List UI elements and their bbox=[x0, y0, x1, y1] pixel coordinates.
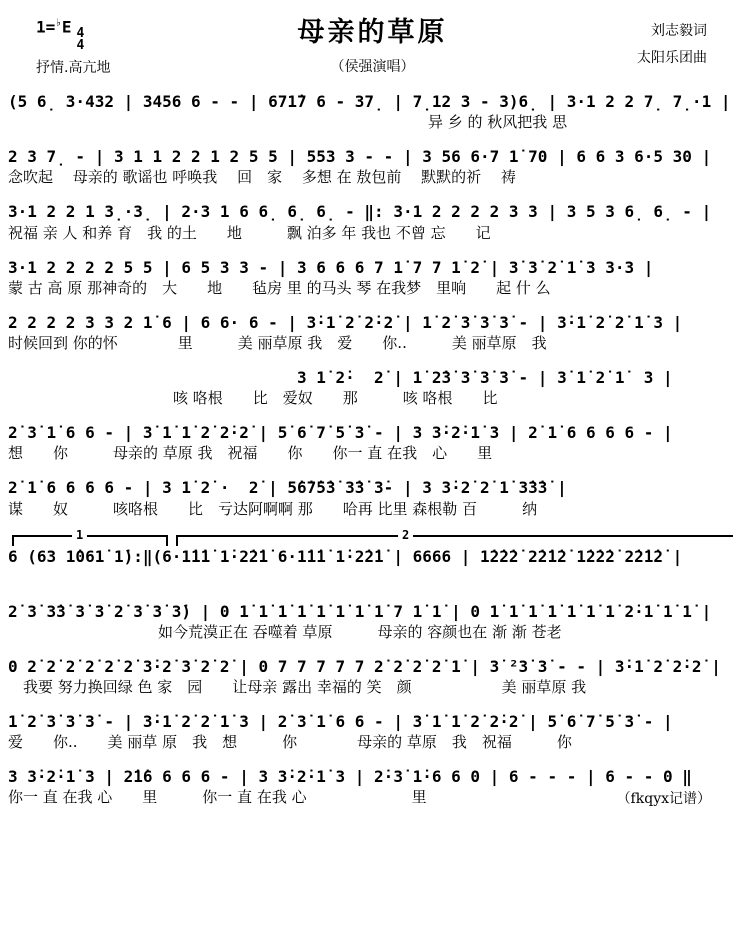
music-system bbox=[8, 710, 737, 752]
lyrics-line bbox=[8, 568, 737, 587]
volta-bracket-1 bbox=[12, 527, 168, 546]
time-denominator: 4 bbox=[76, 38, 85, 54]
notation-line: 3 1̇ 2̇· 2̇ | 1̇ 2̇3̇ 3̇ 3̇ 3̇ - | 3̇ 1̇ 2̇ 1̇ 3 | bbox=[8, 367, 673, 387]
notation-line: 3 3̇·2̇·1̇ 3 | 2̇1̇6 6 6 6 - | 3 3̇·2̇·1̇ 3 | 2̇·3̇ 1̇·6 6 0 | 6 - - - | 6 - - 0 ‖ bbox=[8, 767, 692, 787]
notation-line: 2 3 7̣ - | 3 1 1 2 2 1 2 5 5 | 553 3 - - | 3 56 6·7 1̇ 70 | 6 6 3 6·5 30 | bbox=[8, 147, 712, 167]
music-system bbox=[8, 256, 737, 298]
composer-credit: 太阳乐团曲 bbox=[637, 49, 707, 66]
notation-line: 1̇ 2̇ 3̇ 3̇ 3̇ - | 3̇·1̇ 2̇ 2̇ 1̇ 3 | 2̇ 3̇ 1̇ 6 6 - | 3̇ 1̇ 1̇ 2̇ 2̇·2̇ | 5̇ 6̇ 7̇ 5̇ 3̇ - | bbox=[8, 712, 673, 732]
notation-line: 3·1 2 2 2 2 5 5 | 6 5 3 3 - | 3 6 6 6 7 1̇ 7 7 1̇ 2̇ | 3̇ 3̇ 2̇ 1̇ 3 3·3 | bbox=[8, 257, 654, 277]
music-system bbox=[8, 765, 737, 808]
final-lyrics-row bbox=[8, 788, 737, 808]
music-system bbox=[8, 200, 737, 242]
notation-line: 2 2 2 2 3 3 2 1̇ 6 | 6 6· 6 - | 3̇·1̇ 2̇ 2̇·2̇ | 1̇ 2̇ 3̇ 3̇ 3̇ - | 3̇·1̇ 2̇ 2̇ 1̇ 3 | bbox=[8, 312, 683, 332]
credits-block bbox=[637, 18, 707, 71]
music-system-with-endings bbox=[8, 527, 737, 587]
title-block bbox=[8, 10, 737, 76]
notation-line: 2̇ 3̇ 3̇3̇ 3̇ 3̇ 2̇ 3̇ 3̇ 3̇) | 0 1̇ 1̇ 1̇ 1̇ 1̇ 1̇ 1̇ 1̇ 7 1̇ 1̇ | 0 1̇ 1̇ 1̇ 1̇ 1̇ 1̇ 1̇ 2̇·1̇ 1̇ 1̇ | bbox=[8, 601, 712, 621]
lyrics-line: 蒙 古 高 原 那神奇的 大 地 毡房 里 的马头 琴 在我梦 里响 起 什 么 bbox=[8, 278, 551, 297]
notation-line: 3·1 2 2 1 3̣·3̣ | 2·3 1 6 6̣ 6̣ 6̣ - ‖: 3·1 2 2 2 2 3 3 | 3 5 3 6̣ 6̣ - | bbox=[8, 202, 712, 222]
performer-note: （侯强演唱） bbox=[330, 59, 415, 75]
lyrics-line: 咳 咯根 比 爱奴 那 咳 咯根 比 bbox=[8, 389, 498, 408]
key-prefix: 1= bbox=[36, 17, 56, 37]
notation-line: 2̇ 1̇ 6 6 6 6 - | 3 1̇ 2̇ · 2̇ | 5̇6̇7̇5̇3̇ 3̇3̇ 3̇- | 3 3̇·2̇ 2̇ 1̇ 3̇3̇3̇ | bbox=[8, 478, 567, 498]
lyrics-line: 想 你 母亲的 草原 我 祝福 你 你一 直 在我 心 里 bbox=[8, 444, 493, 463]
lyrics-line: 我要 努力换回绿 色 家 园 让母亲 露出 幸福的 笑 颜 美 丽草原 我 bbox=[8, 678, 587, 697]
transcriber-credit: （fkqyx记谱） bbox=[616, 791, 711, 808]
lyrics-line: 念吹起 母亲的 歌谣也 呼唤我 回 家 多想 在 敖包前 默默的祈 祷 bbox=[8, 168, 516, 187]
lyrics-line: 谋 奴 咳咯根 比 亏达阿啊啊 那 哈再 比里 森根勒 百 纳 bbox=[8, 499, 538, 518]
volta-label-1: 1 bbox=[72, 528, 87, 542]
key-note: E bbox=[61, 17, 72, 37]
music-system bbox=[8, 90, 737, 132]
score-header bbox=[8, 10, 737, 90]
music-system bbox=[8, 145, 737, 187]
volta-label-2: 2 bbox=[398, 528, 413, 542]
notation-line: 2̇ 3̇ 1̇ 6 6 - | 3̇ 1̇ 1̇ 2̇ 2̇·2̇ | 5̇ 6̇ 7̇ 5̇ 3̇ - | 3 3̇·2̇·1̇ 3 | 2̇ 1̇ 6 6 6 6 - | bbox=[8, 423, 673, 443]
lyrics-line: 爱 你.. 美 丽草 原 我 想 你 母亲的 草原 我 祝福 你 bbox=[8, 733, 572, 752]
lyrics-line: 祝福 亲 人 和养 育 我 的土 地 飘 泊多 年 我也 不曾 忘 记 bbox=[8, 223, 491, 242]
lyricist-credit: 刘志毅词 bbox=[651, 23, 707, 39]
lyrics-line: 异 乡 的 秋风把我 思 bbox=[8, 113, 568, 132]
music-system bbox=[8, 311, 737, 353]
music-system bbox=[8, 655, 737, 697]
time-numerator: 4 bbox=[76, 26, 85, 42]
music-system bbox=[8, 421, 737, 463]
lyrics-line: 如今荒漠正在 吞噬着 草原 母亲的 容颜也在 渐 渐 苍老 bbox=[8, 622, 562, 641]
tempo-marking: 抒情.高亢地 bbox=[36, 59, 111, 76]
music-system bbox=[8, 366, 737, 408]
lyrics-line: 时候回到 你的怀 里 美 丽草原 我 爱 你.. 美 丽草原 我 bbox=[8, 333, 547, 352]
notation-line: 6 (63 1̇061̇ 1̇):‖(6·1̇1̇1̇ 1̇·2̇2̇1̇ 6·1̇1̇1̇ 1̇·2̇2̇1̇ | 6666 | 1̇2̇2̇2̇ 2̇2̇1̇2̇ 1̇2̇2̇2̇ 2̇2̇1̇2̇ | bbox=[8, 546, 683, 566]
notation-line: (5 6̣ 3·432 | 3456 6 - - | 671̇7 6 - 37̣ | 7̣12 3 - 3)6̣ | 3·1 2 2 7̣ 7̣·1 | bbox=[8, 92, 731, 111]
lyrics-line: 你一 直 在我 心 里 你一 直 在我 心 里 bbox=[8, 788, 427, 807]
music-system bbox=[8, 600, 737, 642]
notation-line: 0 2̇ 2̇ 2̇ 2̇ 2̇ 2̇ 3̇·2̇ 3̇ 2̇ 2̇ | 0 7 7 7 7 7 2̇ 2̇ 2̇ 2̇ 1̇ | 3̇ ²3̇ 3̇ - - | 3̇·1̇ 2̇ 2̇·2̇ | bbox=[8, 656, 721, 676]
volta-bracket-2 bbox=[176, 527, 733, 546]
song-title: 母亲的草原 bbox=[297, 17, 448, 48]
flat-accidental: ♭ bbox=[55, 16, 62, 29]
music-system bbox=[8, 476, 737, 518]
